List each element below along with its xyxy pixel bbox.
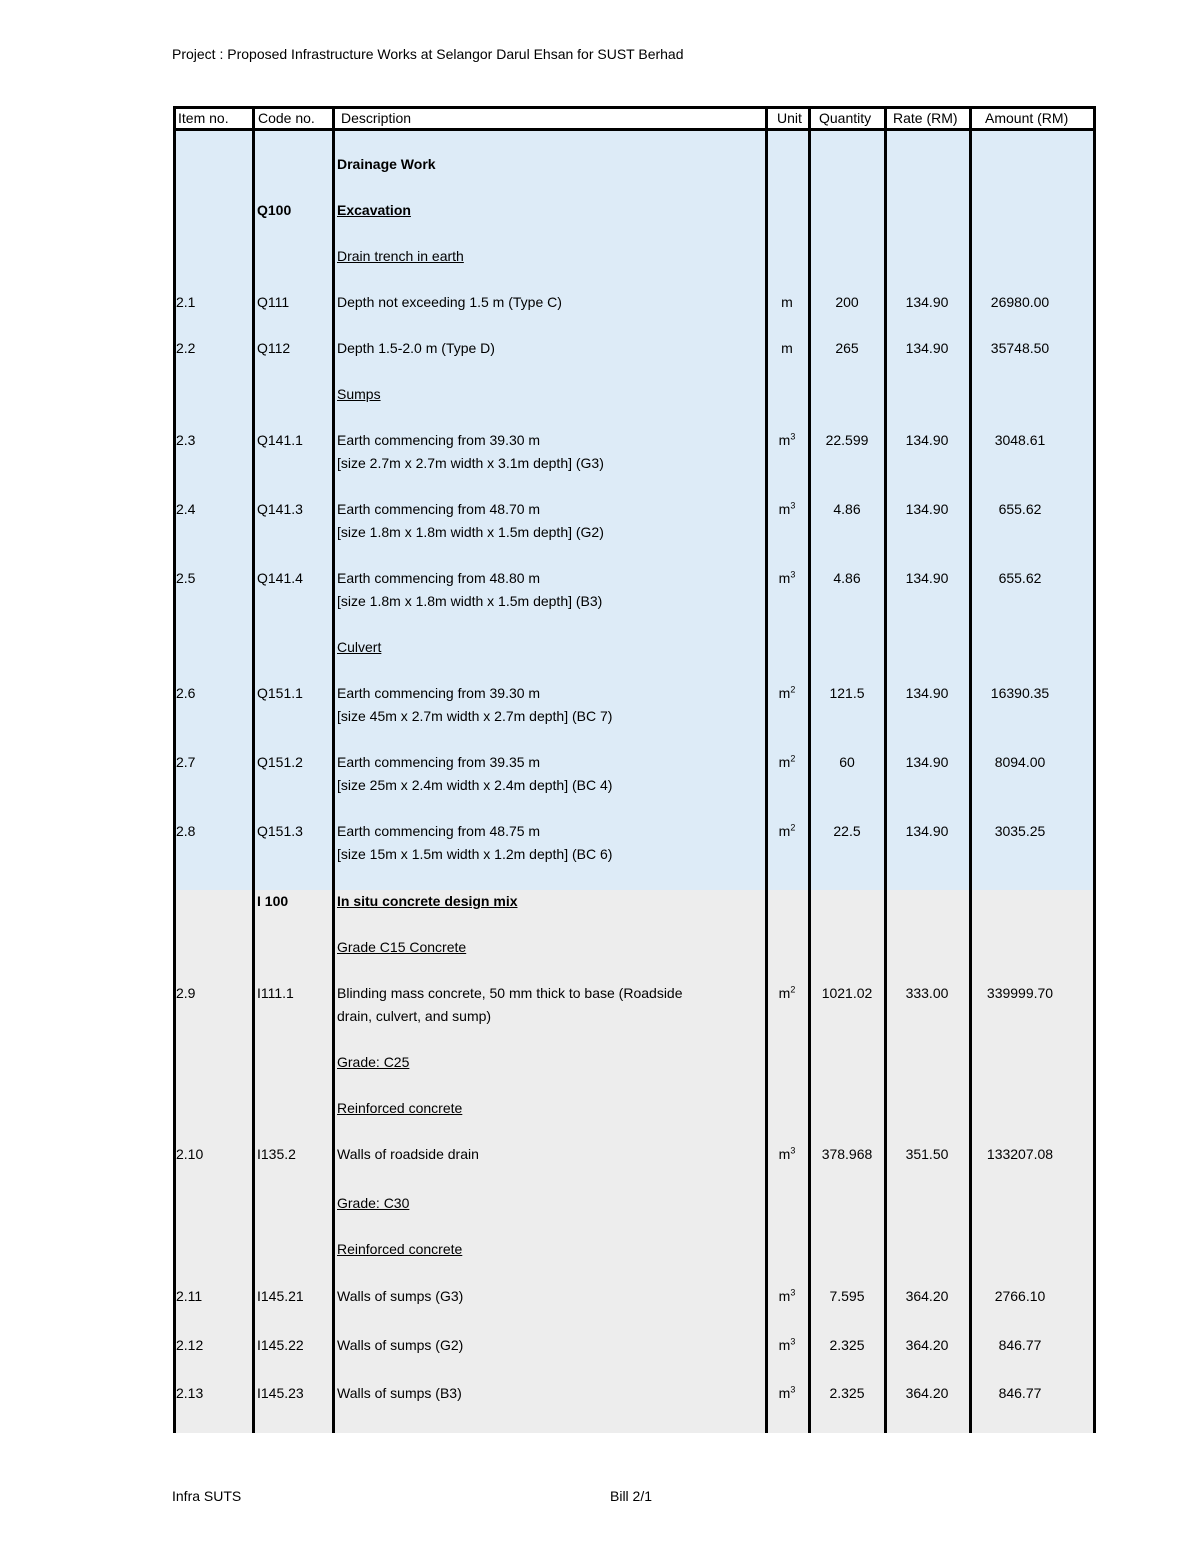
unit-exponent: 2 xyxy=(790,753,796,764)
code-number: Q141.1 xyxy=(257,432,303,448)
item-description: Blinding mass concrete, 50 mm thick to base (Roadside xyxy=(337,985,683,1001)
amount-value: 655.62 xyxy=(998,570,1042,586)
unit xyxy=(769,982,805,1005)
item-description: Walls of roadside drain xyxy=(337,1146,479,1162)
unit-symbol: m xyxy=(778,754,791,770)
section-heading: Grade: C30 xyxy=(337,1195,410,1211)
item-number: 2.8 xyxy=(176,823,196,839)
unit-exponent: 3 xyxy=(790,1336,796,1347)
section-heading: Drain trench in earth xyxy=(337,248,464,264)
unit-symbol: m xyxy=(778,1288,791,1304)
item-description: Depth not exceeding 1.5 m (Type C) xyxy=(337,294,562,310)
code-number: I145.23 xyxy=(257,1385,304,1401)
item-description: Earth commencing from 48.70 m xyxy=(337,501,541,517)
header-item-no: Item no. xyxy=(178,110,229,126)
unit xyxy=(769,1143,805,1166)
quantity-value: 4.86 xyxy=(833,501,861,517)
header-amount: Amount (RM) xyxy=(985,110,1069,126)
section-heading: Reinforced concrete xyxy=(337,1241,463,1257)
column-border xyxy=(252,106,255,1433)
column-border xyxy=(332,106,335,1433)
item-description: Depth 1.5-2.0 m (Type D) xyxy=(337,340,495,356)
header-code-no: Code no. xyxy=(258,110,315,126)
rate-value: 134.90 xyxy=(905,501,949,517)
amount-value: 655.62 xyxy=(998,501,1042,517)
item-description: Earth commencing from 48.75 m xyxy=(337,823,541,839)
unit-exponent: 3 xyxy=(790,569,796,580)
header-bottom-border xyxy=(173,128,1096,131)
item-description: Earth commencing from 48.80 m xyxy=(337,570,541,586)
item-description-line-2: [size 45m x 2.7m width x 2.7m depth] (BC 7) xyxy=(337,708,613,724)
amount-value: 35748.50 xyxy=(990,340,1050,356)
item-description: Earth commencing from 39.30 m xyxy=(337,685,541,701)
section-heading: Grade: C25 xyxy=(337,1054,410,1070)
unit-symbol: m xyxy=(778,570,791,586)
item-number: 2.1 xyxy=(176,294,196,310)
unit xyxy=(769,429,805,452)
rate-value: 364.20 xyxy=(905,1288,949,1304)
quantity-value: 121.5 xyxy=(829,685,865,701)
section-heading: Culvert xyxy=(337,639,382,655)
section-heading: Excavation xyxy=(337,202,411,218)
quantity-value: 22.5 xyxy=(833,823,861,839)
rate-value: 351.50 xyxy=(905,1146,949,1162)
amount-value: 3048.61 xyxy=(994,432,1046,448)
section-heading: Grade C15 Concrete xyxy=(337,939,467,955)
item-number: 2.10 xyxy=(176,1146,204,1162)
item-number: 2.13 xyxy=(176,1385,204,1401)
item-description: Walls of sumps (G3) xyxy=(337,1288,464,1304)
item-number: 2.2 xyxy=(176,340,196,356)
quantity-value: 4.86 xyxy=(833,570,861,586)
column-border xyxy=(884,106,887,1433)
unit-exponent: 3 xyxy=(790,500,796,511)
unit-exponent: 2 xyxy=(790,684,796,695)
rate-value: 134.90 xyxy=(905,570,949,586)
code-number: I145.22 xyxy=(257,1337,304,1353)
header-unit: Unit xyxy=(777,110,802,126)
code-number: Q141.3 xyxy=(257,501,303,517)
item-description-line-2: [size 2.7m x 2.7m width x 3.1m depth] (G3) xyxy=(337,455,604,471)
section-heading: Drainage Work xyxy=(337,156,436,172)
quantity-value: 7.595 xyxy=(829,1288,865,1304)
header-top-border xyxy=(173,106,1096,109)
unit-symbol: m xyxy=(778,1337,791,1353)
amount-value: 2766.10 xyxy=(994,1288,1046,1304)
quantity-value: 60 xyxy=(839,754,855,770)
column-border xyxy=(765,106,768,1433)
quantity-value: 1021.02 xyxy=(821,985,873,1001)
unit-symbol: m xyxy=(778,685,791,701)
item-description-line-2: [size 15m x 1.5m width x 1.2m depth] (BC 6) xyxy=(337,846,613,862)
column-border xyxy=(808,106,811,1433)
item-description-line-2: [size 1.8m x 1.8m width x 1.5m depth] (B3) xyxy=(337,593,603,609)
code-number: I145.21 xyxy=(257,1288,304,1304)
item-description-line-2: drain, culvert, and sump) xyxy=(337,1008,492,1024)
code-number: Q111 xyxy=(257,294,290,310)
unit-exponent: 2 xyxy=(790,822,796,833)
rate-value: 134.90 xyxy=(905,294,949,310)
header-rate: Rate (RM) xyxy=(893,110,958,126)
amount-value: 16390.35 xyxy=(990,685,1050,701)
amount-value: 3035.25 xyxy=(994,823,1046,839)
item-description: Earth commencing from 39.35 m xyxy=(337,754,541,770)
quantity-value: 22.599 xyxy=(825,432,869,448)
quantity-value: 2.325 xyxy=(829,1385,865,1401)
unit xyxy=(769,820,805,843)
code-number: I 100 xyxy=(257,893,289,909)
quantity-value: 265 xyxy=(835,340,859,356)
bill-of-quantities-table xyxy=(173,106,1096,1433)
project-title: Project : Proposed Infrastructure Works at Selangor Darul Ehsan for SUST Berhad xyxy=(172,46,684,62)
unit xyxy=(769,1285,805,1308)
amount-value: 133207.08 xyxy=(986,1146,1054,1162)
unit-exponent: 3 xyxy=(790,431,796,442)
section-heading: Sumps xyxy=(337,386,381,402)
rate-value: 364.20 xyxy=(905,1337,949,1353)
unit xyxy=(769,291,805,314)
rate-value: 333.00 xyxy=(905,985,949,1001)
quantity-value: 200 xyxy=(835,294,859,310)
code-number: I135.2 xyxy=(257,1146,296,1162)
unit-exponent: 3 xyxy=(790,1145,796,1156)
item-number: 2.6 xyxy=(176,685,196,701)
quantity-value: 378.968 xyxy=(821,1146,873,1162)
rate-value: 134.90 xyxy=(905,823,949,839)
unit-symbol: m xyxy=(781,340,793,356)
unit xyxy=(769,498,805,521)
rate-value: 134.90 xyxy=(905,685,949,701)
section-heading: In situ concrete design mix xyxy=(337,893,518,909)
item-description-line-2: [size 25m x 2.4m width x 2.4m depth] (BC 4) xyxy=(337,777,613,793)
item-number: 2.3 xyxy=(176,432,196,448)
rate-value: 134.90 xyxy=(905,754,949,770)
amount-value: 339999.70 xyxy=(986,985,1054,1001)
unit-symbol: m xyxy=(778,823,791,839)
item-description: Earth commencing from 39.30 m xyxy=(337,432,541,448)
code-number: Q100 xyxy=(257,202,292,218)
unit xyxy=(769,337,805,360)
item-number: 2.7 xyxy=(176,754,196,770)
rate-value: 134.90 xyxy=(905,432,949,448)
unit-exponent: 2 xyxy=(790,984,796,995)
amount-value: 846.77 xyxy=(998,1385,1042,1401)
item-description: Walls of sumps (G2) xyxy=(337,1337,464,1353)
column-border xyxy=(1093,106,1096,1433)
code-number: Q112 xyxy=(257,340,291,356)
header-quantity: Quantity xyxy=(819,110,872,126)
amount-value: 8094.00 xyxy=(994,754,1046,770)
rate-value: 134.90 xyxy=(905,340,949,356)
footer-page-ref: Bill 2/1 xyxy=(610,1488,653,1504)
unit-symbol: m xyxy=(778,985,791,1001)
footer-left: Infra SUTS xyxy=(172,1488,242,1504)
code-number: Q151.3 xyxy=(257,823,303,839)
item-description-line-2: [size 1.8m x 1.8m width x 1.5m depth] (G2) xyxy=(337,524,604,540)
code-number: Q151.1 xyxy=(257,685,303,701)
unit-exponent: 3 xyxy=(790,1384,796,1395)
rate-value: 364.20 xyxy=(905,1385,949,1401)
code-number: Q141.4 xyxy=(257,570,303,586)
code-number: Q151.2 xyxy=(257,754,303,770)
column-border xyxy=(969,106,972,1433)
unit-exponent: 3 xyxy=(790,1287,796,1298)
code-number: I111.1 xyxy=(257,985,294,1001)
unit xyxy=(769,751,805,774)
item-number: 2.4 xyxy=(176,501,196,517)
quantity-value: 2.325 xyxy=(829,1337,865,1353)
item-number: 2.5 xyxy=(176,570,196,586)
unit-symbol: m xyxy=(778,1146,791,1162)
unit-symbol: m xyxy=(778,432,791,448)
header-description: Description xyxy=(341,110,412,126)
item-number: 2.11 xyxy=(176,1288,203,1304)
unit xyxy=(769,1334,805,1357)
section-heading: Reinforced concrete xyxy=(337,1100,463,1116)
item-description: Walls of sumps (B3) xyxy=(337,1385,462,1401)
amount-value: 846.77 xyxy=(998,1337,1042,1353)
amount-value: 26980.00 xyxy=(990,294,1050,310)
item-number: 2.12 xyxy=(176,1337,204,1353)
unit xyxy=(769,682,805,705)
item-number: 2.9 xyxy=(176,985,196,1001)
unit xyxy=(769,567,805,590)
unit-symbol: m xyxy=(781,294,793,310)
unit xyxy=(769,1382,805,1405)
unit-symbol: m xyxy=(778,1385,791,1401)
unit-symbol: m xyxy=(778,501,791,517)
